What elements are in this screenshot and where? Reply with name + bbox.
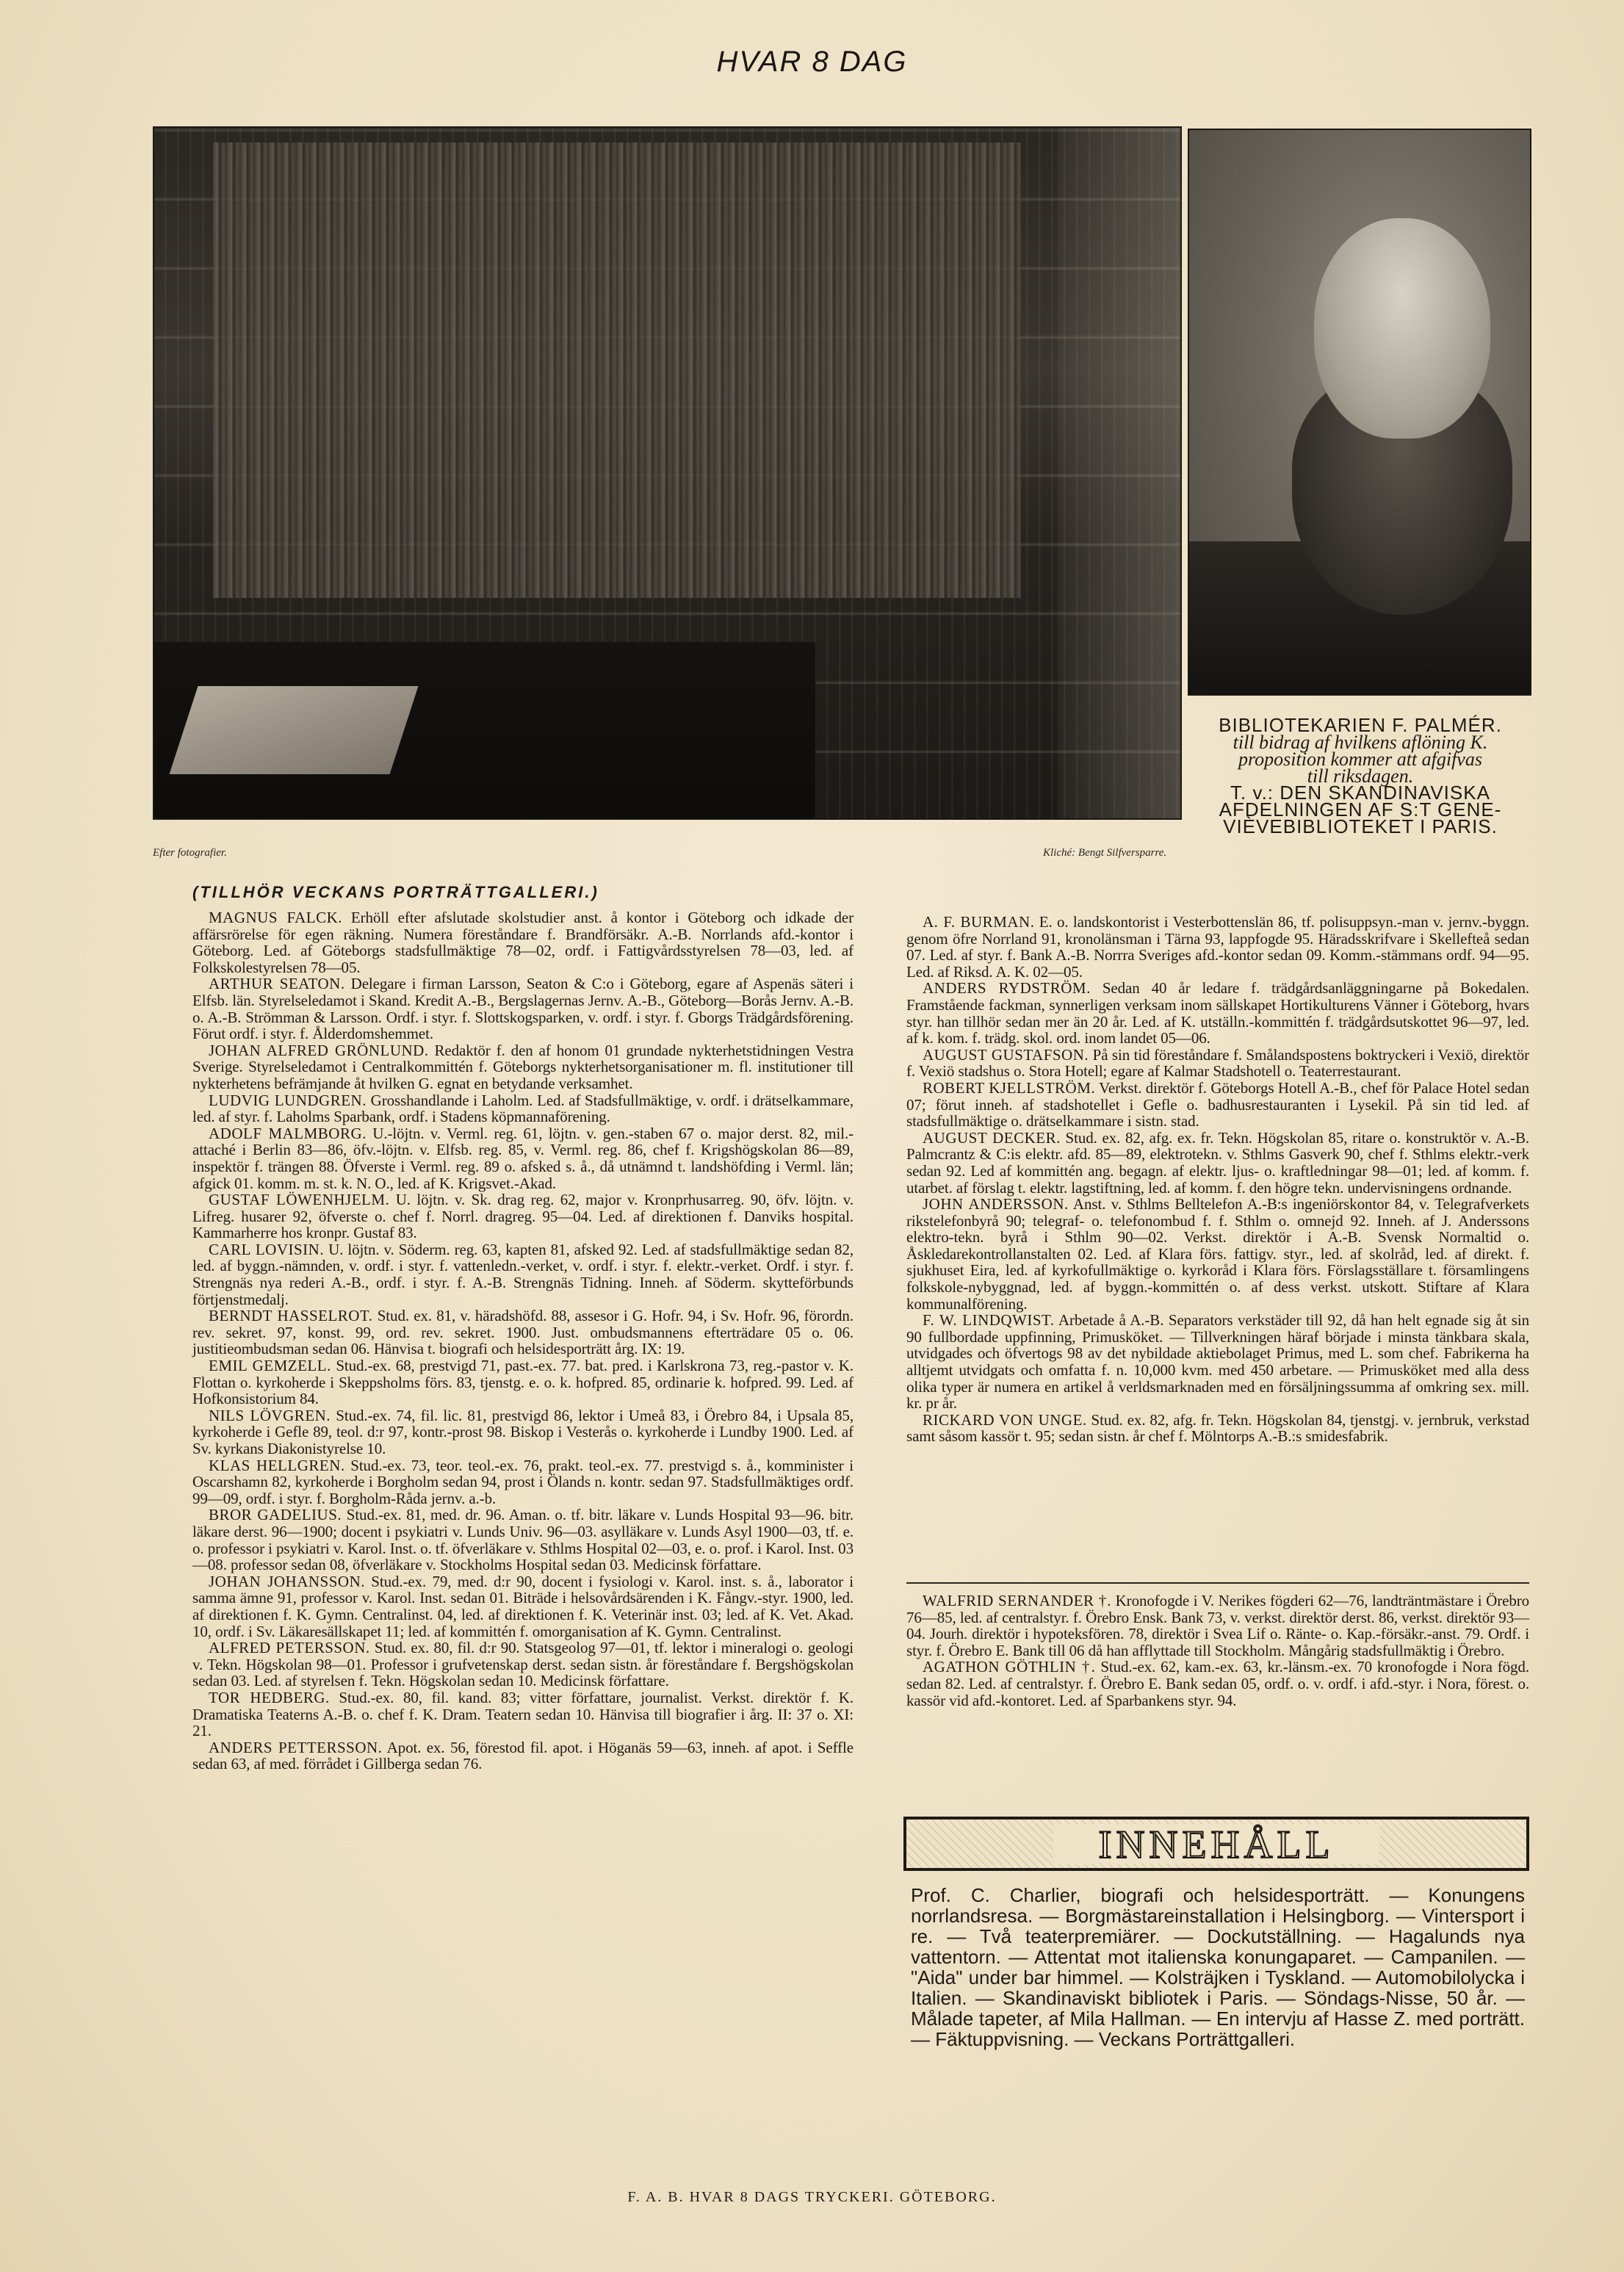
caption-line: AFDELNINGEN AF S:T GENE- (1219, 798, 1502, 821)
bio-name: LUDVIG LUNDGREN. (209, 1091, 367, 1109)
section-heading: (TILLHÖR VECKANS PORTRÄTTGALLERI.) (192, 883, 599, 901)
caption-line: proposition kommer att afgifvas (1238, 749, 1482, 770)
caption-line: T. v.: DEN SKANDINAVISKA (1230, 782, 1490, 804)
photo-credit-right: Kliché: Bengt Silfversparre. (1043, 847, 1167, 859)
bio-name: GUSTAF LÖWENHJELM. (209, 1191, 390, 1209)
contents-title: INNEHÅLL (1053, 1824, 1379, 1864)
bio-entry (906, 1196, 1529, 1312)
bio-entry (906, 1130, 1529, 1196)
bio-entry (192, 1125, 853, 1191)
bio-name: AUGUST DECKER. (923, 1128, 1061, 1147)
bio-name: ADOLF MALMBORG. (209, 1124, 367, 1142)
bio-entry (192, 1739, 853, 1772)
contents-body: Prof. C. Charlier, biografi och helsidesporträtt. — Konungens norrlandsresa. — Borgmästareinstallation i Helsingborg. — Vintersport i re. — Två teaterpremiärer. — Dockutställning. — Hagalunds nya vattentorn. — Attentat mot italienska konungaparet. — Campanilen. — "Aida" under bar himmel. — Kolsträjken i Tyskland. — Automobilolycka i Italien. — Skandinaviskt bibliotek i Paris. — Söndags-Nisse, 50 år. — Målade tapeter, af Mila Hallman. — En intervju af Hasse Z. med porträtt. — Fäktuppvisning. — Veckans Porträttgalleri. (911, 1884, 1525, 2050)
bio-text: Delegare i firman Larsson, Seaton & C:o i Göteborg, egare af Aspenäs säteri i Elfsb. län. Styrelseledamot i Skand. Kredit A.-B., Bergslagernas Jernv. A.-B., Göteborg—Borås Jernv. A.-B. o. A.-B. Strömman & Larsson. Ordf. i styr. f. Slottskogsparken, v. ordf. i styr. f. Gborgs Trädgårdsförening. Förut ordf. i styr. f. Ålderdomshemmet. (192, 975, 853, 1043)
bio-entry (906, 914, 1529, 980)
bio-name: CARL LOVISIN. (209, 1240, 325, 1258)
bio-entry (192, 1407, 853, 1457)
bio-text: Stud. ex. 81, v. häradshöfd. 88, assesor i G. Hofr. 94, i Sv. Hofr. 96, förordn. rev. sekret. 97, konst. 99, ord. rev. sekret. 1900. Just. ombudsmannens efterträdare 05 o. 06. justitieombudsman sedan 06. Hänvisa t. biografi och helsidesporträtt årg. IX: 19. (192, 1307, 853, 1358)
bio-text: Grosshandlande i Laholm. Led. af Stadsfullmäktige, v. ordf. i drätselkammare, led. af styr. f. Laholms Sparbank, ordf. i Stadens köpmannaförening. (192, 1091, 853, 1126)
bio-entry (192, 1191, 853, 1241)
bio-text: Stud.-ex. 81, med. dr. 96. Aman. o. tf. bitr. läkare v. Lunds Hospital 93—96. bitr. läkare derst. 96—1900; docent i psykiatri v. Lunds Univ. 96—03. asylläkare v. Lunds Asyl 1900—03, tf. e. o. professor i psykiatri v. Karol. Inst. o. tf. öfverläkare v. Sthlms Hospital 02—03, e. o. prof. i Karol. Inst. 03—08. professor sedan 08, öfverläkare v. Stockholms Hospital sedan 03. Medicinsk författare. (192, 1506, 853, 1574)
bio-name: JOHAN JOHANSSON. (209, 1572, 365, 1590)
bio-text: Stud. ex. 80, fil. d:r 90. Statsgeolog 97—01, tf. lektor i mineralogi o. geologi v. Tekn. Högskolan 98—01. Professor i grufvetenskap derst. sedan sistn. år föreståndare f. Bergshögskolan sedan 03. Led. af styrelsen f. Tekn. Högskolan sedan 10. Medicinsk författare. (192, 1639, 853, 1690)
bio-name: JOHAN ALFRED GRÖNLUND. (209, 1041, 429, 1059)
bio-name: EMIL GEMZELL. (209, 1357, 331, 1375)
bio-entry (906, 1593, 1529, 1659)
bio-name: A. F. BURMAN. (923, 913, 1035, 931)
bio-entry (192, 1640, 853, 1689)
bio-name: ANDERS RYDSTRÖM. (923, 979, 1091, 998)
bio-text: Redaktör f. den af honom 01 grundade nykterhetstidningen Vestra Sverige. Styrelseledamot i Centralkommittén f. Göteborgs nykterhetsorganisationer m. fl. institutioner till nykterhetens befrämjande åt hvilken G. egnat en betydande verksamhet. (192, 1041, 853, 1092)
bio-name: AUGUST GUSTAFSON. (923, 1045, 1089, 1064)
bio-text: Sedan 40 år ledare f. trädgårdsanläggningarne på Bokedalen. Framstående fackman, synnerligen verksam inom sällskapet Hortikulturens Vänner i Göteborg, hvars styr. han tillhör sedan mer än 20 år. Led. af K. utställn.-kommittén f. trädgårdsutskottet 96—97, led. af k. kom. f. trädg. skol. ord. inom landet 05—06. (906, 979, 1529, 1047)
bio-entry (906, 1312, 1529, 1412)
bio-entry (192, 909, 853, 975)
open-book (170, 686, 419, 774)
bio-entry (192, 1241, 853, 1308)
bio-entry (192, 1357, 853, 1407)
photo-caption (1184, 714, 1537, 837)
bio-text: Stud.-ex. 80, fil. kand. 83; vitter författare, journalist. Verkst. direktör f. K. Dramatiska Teaterns A.-B. o. chef f. K. Dram. Teatern sedan 10. Hänvisa till biografier i årg. II: 37 o. XI: 21. (192, 1688, 853, 1740)
masthead: HVAR 8 DAG (716, 46, 908, 78)
obituary-column (906, 1593, 1529, 1709)
bio-name: ALFRED PETERSSON. (209, 1639, 370, 1657)
bio-entry (192, 1042, 853, 1092)
column-rule (906, 1582, 1529, 1584)
bio-text: Stud.-ex. 79, med. d:r 90, docent i fysiologi v. Karol. inst. s. å., laborator i samma ämne 91, professor v. Karol. Inst. sedan 01. Biträde i helsovårdsärenden i K. Fångv.-styr. 1900, led. af direktionen f. K. Gymn. Centralinst. 04, led. af direktionen f. K. Veterinär inst. 03; led. af K. Vet. Akad. 10, ordf. i Sv. Läkaresällskapet 11; led. af kommittén f. omorganisation af K. Gymn. Centralinst. (192, 1572, 854, 1640)
bio-text: Arbetade å A.-B. Separators verkstäder till 92, då han helt egnade sig åt sin 90 fullbordade uppfinning, Primusköket. — Tillverkningen häraf började i minsta tänkbara skala, utvidgades och öfvertogs 98 av det nybildade aktiebolaget Primus, med L. som chef. Fabrikerna ha alltjemt utvidgats och omfatta f. n. 10,000 kvm. med 450 arbetare. — Primusköket med alla dess olika typer är numera en artikel å verldsmarknaden med en försäljningssumma af omkring sex. mill. kr. pr år. (906, 1311, 1529, 1413)
bio-entry (906, 980, 1529, 1046)
bio-entry (906, 1659, 1529, 1709)
bio-text: E. o. landskontorist i Vesterbottenslän 86, tf. polisuppsyn.-man v. jernv.-byggn. genom öfre Norrland 91, kronolänsman i Tärna 93, lappfogde 95. Häradsskrifvare i Skellefteå sedan 07. Led. af styr. f. Bank A.-B. Norrra Sveriges afd.-kontor sedan 09. Komm.-stämmans ordf. 94—95. Led. af Riksd. A. K. 02—05. (906, 913, 1529, 981)
bio-text: Stud.-ex. 73, teor. teol.-ex. 76, prakt. teol.-ex. 77. prestvigd s. å., komminister i Oscarshamn 82, kyrkoherde i Borgholm sedan 94, prost i Ölands n. kontr. sedan 97. Stadsfullmäktiges ordf. 99—09, ordf. i styr. f. Borgholm-Råda jernv. a.-b. (192, 1456, 853, 1507)
bio-entry (192, 1457, 853, 1507)
caption-line: VIÈVEBIBLIOTEKET I PARIS. (1223, 815, 1498, 837)
bio-entry (192, 1689, 853, 1739)
bio-name: JOHN ANDERSSON. (923, 1195, 1069, 1213)
bio-entry (906, 1080, 1529, 1130)
bio-name: TOR HEDBERG. (209, 1688, 330, 1706)
bio-name: BROR GADELIUS. (209, 1506, 342, 1524)
bio-entry (192, 975, 853, 1042)
bio-text: På sin tid föreståndare f. Smålandspostens boktryckeri i Vexiö, direktör f. Vexiö stadshus o. Stora Hotell; egare af Kalmar Stadshotell o. Teaterrestaurant. (906, 1045, 1529, 1081)
bookshelves (213, 143, 1021, 598)
caption-line: BIBLIOTEKARIEN F. PALMÉR. (1219, 714, 1502, 736)
caption-line: till riksdagen. (1307, 765, 1414, 787)
bio-text: Stud. ex. 82, afg. ex. fr. Tekn. Högskolan 85, ritare o. konstruktör v. A.-B. Palmcrantz & C:is elektr. afd. 85—89, elektrotekn. v. Sthlms Gasverk 90, chef f. Sthlms elektr.-verk sedan 92. Led af kommittén ang. begagn. af elektr. ljus- o. kraftledningar 98—01; led. af komm. f. utarbet. af förslag t. elektr. lagstiftning, led. af komm. f. den högre tekn. undervisningens ordnande. (906, 1128, 1530, 1197)
bio-name: NILS LÖVGREN. (209, 1406, 331, 1424)
contents-header (903, 1817, 1529, 1871)
bio-text: Verkst. direktör f. Göteborgs Hotell A.-B., chef för Palace Hotel sedan 07; förut inneh. af stadshotellet i Gefle o. badhusrestauranten i Lysekil. På sin tid led. af stadsfullmäktige o. drätselkammare i sistn. stad. (906, 1078, 1530, 1130)
bio-name: AGATHON GÖTHLIN †. (923, 1658, 1096, 1676)
bio-name: WALFRID SERNANDER †. (923, 1592, 1111, 1609)
caption-line: till bidrag af hvilkens aflöning K. (1233, 732, 1488, 753)
bio-name: ROBERT KJELLSTRÖM. (923, 1078, 1096, 1097)
bio-text: Stud.-ex. 74, fil. lic. 81, prestvigd 86, lektor i Umeå 83, i Örebro 84, i Upsala 85, kyrkoherde i Gefle 89, teol. d:r 97, kontr.-prost 98. Biskop i Vesterås o. kyrkoherde i Lundby 1900. Led. af Sv. kyrkans Diakonistyrelse 10. (192, 1406, 853, 1457)
photo-credit-left: Efter fotografier. (153, 847, 227, 859)
bio-entry (906, 1047, 1529, 1080)
bio-text: Stud. ex. 82, afg. fr. Tekn. Högskolan 84, tjenstgj. v. jernbruk, verkstad samt såsom kassör t. 95; sedan sistn. år chef f. Mölntorps A.-B.:s smidesfabrik. (906, 1410, 1529, 1446)
bio-text: Stud.-ex. 62, kam.-ex. 63, kr.-länsm.-ex. 70 kronofogde i Nora fögd. sedan 82. Led. af centralstyr. f. Örebro E. Bank sedan 05, ordf. o. v. ordf. i afd.-styr. i Nora, förest. o. kassör vid afd.-kontoret. Led. af Sparbankens styr. 94. (906, 1658, 1529, 1709)
bio-name: RICKARD VON UNGE. (923, 1410, 1087, 1429)
bio-text: Anst. v. Sthlms Belltelefon A.-B:s ingeniörskontor 84, v. Telegrafverkets rikstelefonbyrå 90; telegraf- o. telefonombud f. f. Sthlm o. omnejd 92. Inneh. af J. Anderssons elektro-tekn. byrå i Sthlm 90—02. Verkst. direktör i A.-B. Svensk Normaltid o. Åskledarekontrollanstalten 02. Led. af Klara förs. fattigv. styr., led. af skolråd, led. af direkt. f. sjukhuset Eira, led. af kyrkofullmäktige o. kyrkoråd i Klara förs. Förslagsställare t. församlingens folkskole-nybyggnad, led. af byggn.-kommittén o. af dess verkst. utskott. Stiftare af Klara kommunalförening. (906, 1195, 1529, 1313)
bio-entry (192, 1573, 853, 1640)
bio-text: U. löjtn. v. Sk. drag reg. 62, major v. Kronprhusarreg. 90, öfv. löjtn. v. Lifreg. husarer 92, öfverste o. chef f. Norrl. dragreg. 95—04. Led. af direktionen f. Danviks hospital. Kammarherre hos kronpr. Gustaf 83. (192, 1191, 853, 1242)
bio-name: BERNDT HASSELROT. (209, 1307, 373, 1325)
portrait-head (1314, 218, 1490, 439)
bio-entry (192, 1507, 853, 1573)
bio-text: Kronofogde i V. Nerikes fögderi 62—76, landträntmästare i Örebro 76—85, led. af centralstyr. f. Örebro Ensk. Bank 73, v. verkst. direktör derst. 86, verkst. direktör 93—04. Jourh. direktör i hypoteksfören. 78, direktör i Svea Lif o. Ränte- o. Kap.-försäkr.-anst. 79. Ordf. i styr. f. Örebro E. Bank till 06 då han afflyttade till Stockholm. Mångårig stadsfullmäktig i Örebro. (906, 1592, 1530, 1659)
bio-entry (192, 1092, 853, 1125)
bio-text: Apot. ex. 56, förestod fil. apot. i Höganäs 59—63, inneh. af apot. i Seffle sedan 63, af med. förrådet i Gillberga sedan 76. (192, 1738, 853, 1773)
right-column (906, 914, 1529, 1445)
bio-name: KLAS HELLGREN. (209, 1456, 345, 1474)
bio-name: ARTHUR SEATON. (209, 975, 345, 993)
bio-text: Erhöll efter afslutade skolstudier anst. å kontor i Göteborg och idkade der affärsrörelse för egen räkning. Numera föreståndare f. Brandförsäkr. A.-B. Norrlands afd.-kontor i Göteborg. Led. af Göteborgs stadsfullmäktige 78—02, ordf. i Fattigvårdsstyrelsen 78—03, led. af Folkskolestyrelsen 78—05. (192, 909, 853, 976)
bio-entry (906, 1412, 1529, 1445)
left-column (192, 909, 853, 1772)
footer-imprint: F. A. B. HVAR 8 DAGS TRYCKERI. GÖTEBORG. (627, 2189, 997, 2205)
bio-name: ANDERS PETTERSSON. (209, 1738, 383, 1756)
window-light (1058, 128, 1180, 818)
bio-text: U. löjtn. v. Söderm. reg. 63, kapten 81, afsked 92. Led. af stadsfullmäktige sedan 82, led. af byggn.-nämnden, v. ordf. i styr. f. vattenledn.-verket, v. ordf. i styr. f. elektr.-verket. Ordf. i styr. f. Strengnäs nya rederi A.-B., ordf. i styr. f. A.-B. Strengnäs Tidning. Inneh. af Söderm. skytteförbunds förtjenstmedalj. (192, 1240, 853, 1308)
portrait-photo (1188, 129, 1531, 696)
bio-entry (192, 1308, 853, 1357)
bio-text: U.-löjtn. v. Verml. reg. 61, löjtn. v. gen.-staben 67 o. major derst. 82, mil.-attaché i Berlin 83—86, öfv.-löjtn. v. Elfsb. reg. 85, v. Verml. reg. 86, chef f. Krigshögskolan 86—89, inspektör f. trängen 88. Öfverste i Verml. reg. 89 o. afsked s. å., då utnämnd t. landshöfding i Verml. län; afgick 01. komm. m. st. k. N. O., led. af K. Krigsvet.-Akad. (192, 1124, 854, 1192)
library-photo (153, 126, 1182, 820)
bio-name: F. W. LINDQWIST. (923, 1311, 1055, 1330)
bio-name: MAGNUS FALCK. (209, 909, 343, 926)
bio-text: Stud.-ex. 68, prestvigd 71, past.-ex. 77. bat. pred. i Karlskrona 73, reg.-pastor v. K. Flottan o. kyrkoherde i Skeppsholms förs. 83, tjenstg. e. o. k. hofpred. 85, ordinarie k. hofpred. 99. Led. af Hofkonsistorium 84. (192, 1357, 853, 1408)
